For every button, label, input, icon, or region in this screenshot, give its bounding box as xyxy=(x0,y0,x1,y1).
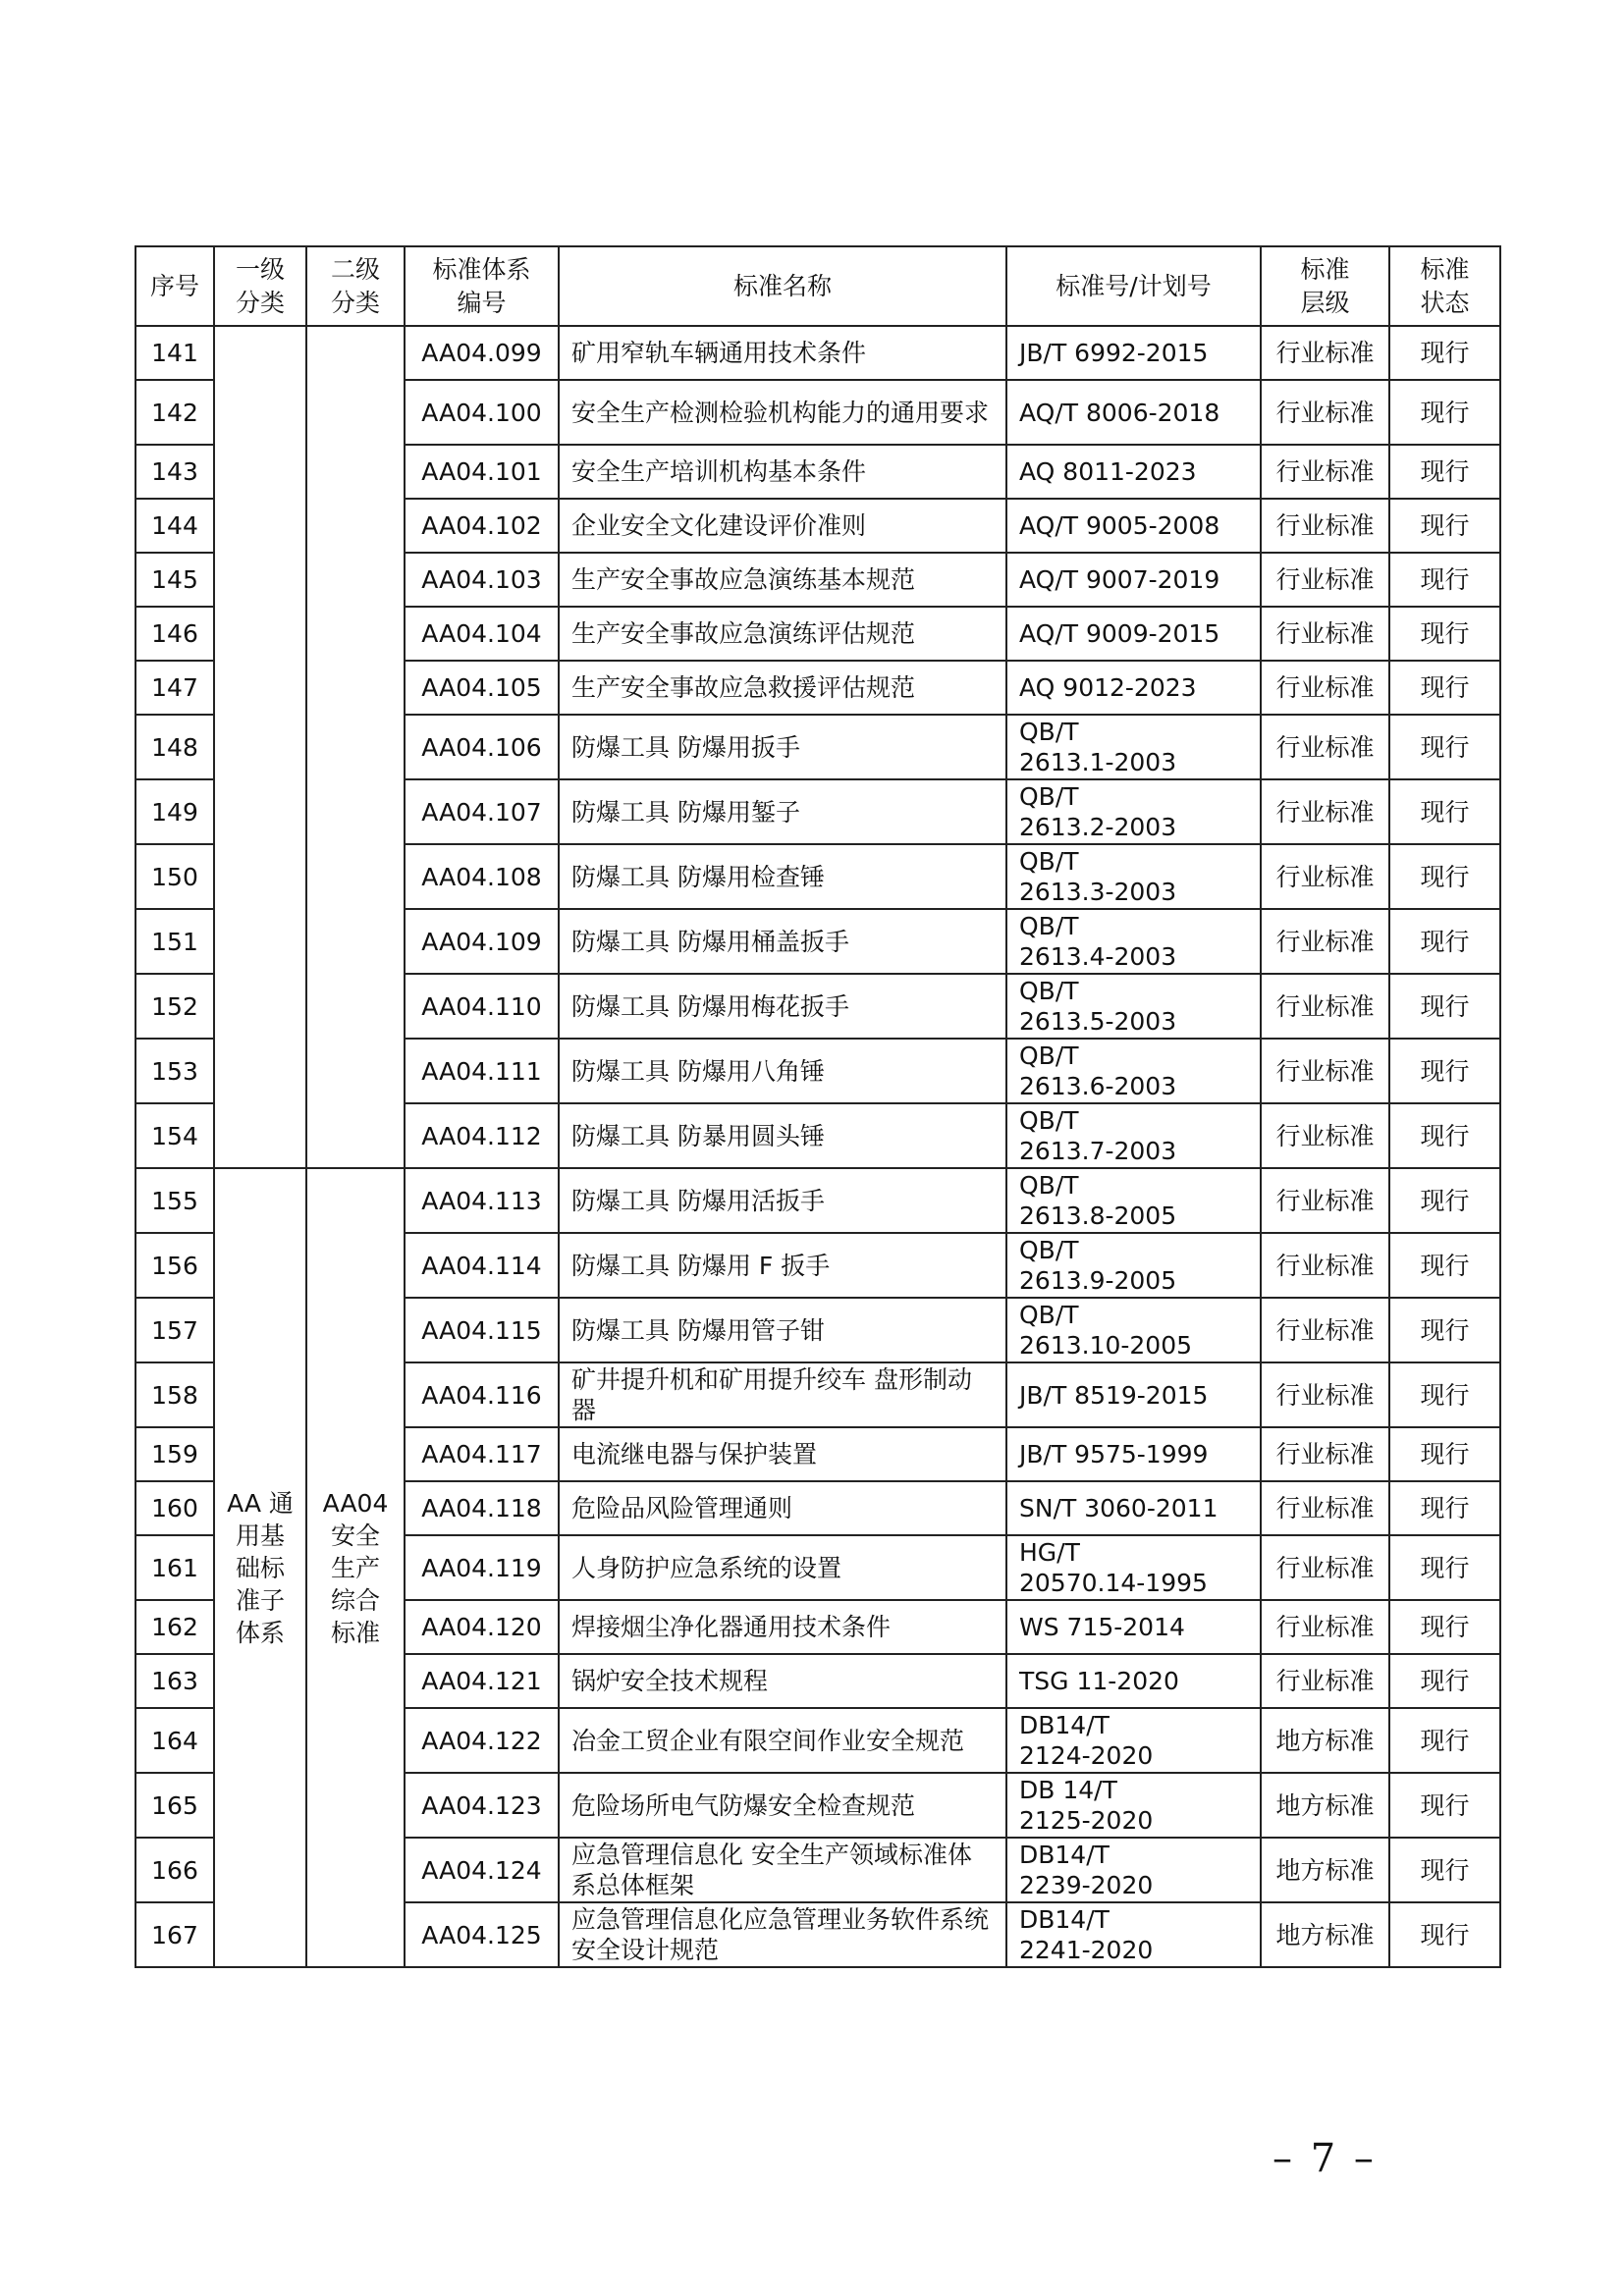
row-std-no: DB14/T 2239-2020 xyxy=(1006,1838,1261,1902)
row-seq: 152 xyxy=(135,974,214,1039)
header-name: 标准名称 xyxy=(559,246,1006,326)
row-name: 防爆工具 防爆用桶盖扳手 xyxy=(559,909,1006,974)
row-level: 行业标准 xyxy=(1261,909,1389,974)
row-status: 现行 xyxy=(1389,1708,1500,1773)
row-seq: 141 xyxy=(135,326,214,380)
row-code: AA04.105 xyxy=(405,661,559,715)
row-status: 现行 xyxy=(1389,1902,1500,1967)
row-level: 行业标准 xyxy=(1261,1654,1389,1708)
row-std-no: AQ/T 9007-2019 xyxy=(1006,553,1261,607)
header-level: 标准 层级 xyxy=(1261,246,1389,326)
row-std-no: QB/T 2613.4-2003 xyxy=(1006,909,1261,974)
row-seq: 144 xyxy=(135,499,214,553)
row-level: 行业标准 xyxy=(1261,1481,1389,1535)
row-seq: 155 xyxy=(135,1168,214,1233)
row-level: 行业标准 xyxy=(1261,779,1389,844)
row-seq: 158 xyxy=(135,1362,214,1427)
standards-table xyxy=(135,245,1501,1968)
row-level: 行业标准 xyxy=(1261,974,1389,1039)
row-name: 危险品风险管理通则 xyxy=(559,1481,1006,1535)
row-name: 冶金工贸企业有限空间作业安全规范 xyxy=(559,1708,1006,1773)
row-name: 防爆工具 防爆用活扳手 xyxy=(559,1168,1006,1233)
row-std-no: JB/T 9575-1999 xyxy=(1006,1427,1261,1481)
table-row xyxy=(135,1168,1500,1233)
cat2-cell: AA04 安全 生产 综合 标准 xyxy=(306,1168,405,1967)
row-seq: 167 xyxy=(135,1902,214,1967)
row-name: 防爆工具 防爆用梅花扳手 xyxy=(559,974,1006,1039)
row-status: 现行 xyxy=(1389,1427,1500,1481)
row-seq: 150 xyxy=(135,844,214,909)
row-std-no: QB/T 2613.3-2003 xyxy=(1006,844,1261,909)
row-code: AA04.109 xyxy=(405,909,559,974)
row-seq: 149 xyxy=(135,779,214,844)
row-std-no: AQ 8011-2023 xyxy=(1006,445,1261,499)
row-status: 现行 xyxy=(1389,1481,1500,1535)
row-code: AA04.104 xyxy=(405,607,559,661)
row-status: 现行 xyxy=(1389,1298,1500,1362)
row-status: 现行 xyxy=(1389,1233,1500,1298)
row-name: 防爆工具 防爆用扳手 xyxy=(559,715,1006,779)
row-std-no: SN/T 3060-2011 xyxy=(1006,1481,1261,1535)
row-std-no: AQ 9012-2023 xyxy=(1006,661,1261,715)
row-std-no: DB14/T 2124-2020 xyxy=(1006,1708,1261,1773)
row-seq: 159 xyxy=(135,1427,214,1481)
row-seq: 164 xyxy=(135,1708,214,1773)
row-name: 矿井提升机和矿用提升绞车 盘形制动器 xyxy=(559,1362,1006,1427)
row-level: 行业标准 xyxy=(1261,1362,1389,1427)
row-level: 行业标准 xyxy=(1261,1168,1389,1233)
row-status: 现行 xyxy=(1389,445,1500,499)
row-std-no: QB/T 2613.1-2003 xyxy=(1006,715,1261,779)
row-seq: 145 xyxy=(135,553,214,607)
row-status: 现行 xyxy=(1389,1039,1500,1103)
row-std-no: TSG 11-2020 xyxy=(1006,1654,1261,1708)
table-row xyxy=(135,326,1500,380)
row-status: 现行 xyxy=(1389,1600,1500,1654)
row-code: AA04.112 xyxy=(405,1103,559,1168)
table-header xyxy=(135,246,1500,326)
row-std-no: JB/T 6992-2015 xyxy=(1006,326,1261,380)
row-name: 防爆工具 防爆用管子钳 xyxy=(559,1298,1006,1362)
row-name: 矿用窄轨车辆通用技术条件 xyxy=(559,326,1006,380)
row-name: 安全生产培训机构基本条件 xyxy=(559,445,1006,499)
row-code: AA04.111 xyxy=(405,1039,559,1103)
row-name: 防爆工具 防爆用錾子 xyxy=(559,779,1006,844)
row-name: 防爆工具 防爆用检查锤 xyxy=(559,844,1006,909)
header-cat2: 二级 分类 xyxy=(306,246,405,326)
row-seq: 161 xyxy=(135,1535,214,1600)
row-code: AA04.108 xyxy=(405,844,559,909)
row-std-no: AQ/T 9009-2015 xyxy=(1006,607,1261,661)
row-level: 行业标准 xyxy=(1261,499,1389,553)
row-level: 地方标准 xyxy=(1261,1838,1389,1902)
row-code: AA04.114 xyxy=(405,1233,559,1298)
row-status: 现行 xyxy=(1389,974,1500,1039)
row-name: 人身防护应急系统的设置 xyxy=(559,1535,1006,1600)
row-seq: 154 xyxy=(135,1103,214,1168)
row-code: AA04.099 xyxy=(405,326,559,380)
row-level: 地方标准 xyxy=(1261,1773,1389,1838)
row-name: 防爆工具 防爆用八角锤 xyxy=(559,1039,1006,1103)
cat1-cell-blank xyxy=(214,326,306,1168)
row-status: 现行 xyxy=(1389,1103,1500,1168)
row-code: AA04.116 xyxy=(405,1362,559,1427)
cat1-cell: AA 通 用基 础标 准子 体系 xyxy=(214,1168,306,1967)
header-seq: 序号 xyxy=(135,246,214,326)
row-level: 行业标准 xyxy=(1261,1039,1389,1103)
row-std-no: QB/T 2613.7-2003 xyxy=(1006,1103,1261,1168)
row-code: AA04.103 xyxy=(405,553,559,607)
row-status: 现行 xyxy=(1389,553,1500,607)
row-status: 现行 xyxy=(1389,1773,1500,1838)
row-std-no: QB/T 2613.6-2003 xyxy=(1006,1039,1261,1103)
row-seq: 156 xyxy=(135,1233,214,1298)
row-status: 现行 xyxy=(1389,909,1500,974)
row-level: 行业标准 xyxy=(1261,1535,1389,1600)
row-seq: 151 xyxy=(135,909,214,974)
row-code: AA04.125 xyxy=(405,1902,559,1967)
row-name: 生产安全事故应急救援评估规范 xyxy=(559,661,1006,715)
row-name: 防爆工具 防爆用 F 扳手 xyxy=(559,1233,1006,1298)
row-seq: 148 xyxy=(135,715,214,779)
row-code: AA04.106 xyxy=(405,715,559,779)
row-level: 行业标准 xyxy=(1261,1233,1389,1298)
row-level: 地方标准 xyxy=(1261,1902,1389,1967)
row-level: 行业标准 xyxy=(1261,445,1389,499)
row-name: 生产安全事故应急演练基本规范 xyxy=(559,553,1006,607)
row-seq: 162 xyxy=(135,1600,214,1654)
row-name: 焊接烟尘净化器通用技术条件 xyxy=(559,1600,1006,1654)
row-std-no: AQ/T 8006-2018 xyxy=(1006,380,1261,445)
row-std-no: WS 715-2014 xyxy=(1006,1600,1261,1654)
row-level: 行业标准 xyxy=(1261,1427,1389,1481)
row-level: 行业标准 xyxy=(1261,607,1389,661)
row-code: AA04.120 xyxy=(405,1600,559,1654)
row-status: 现行 xyxy=(1389,779,1500,844)
row-std-no: QB/T 2613.5-2003 xyxy=(1006,974,1261,1039)
row-seq: 163 xyxy=(135,1654,214,1708)
row-level: 行业标准 xyxy=(1261,553,1389,607)
row-seq: 165 xyxy=(135,1773,214,1838)
cat2-cell-blank xyxy=(306,326,405,1168)
row-name: 应急管理信息化 安全生产领域标准体系总体框架 xyxy=(559,1838,1006,1902)
row-name: 锅炉安全技术规程 xyxy=(559,1654,1006,1708)
page-number: – 7 – xyxy=(1272,2136,1377,2181)
row-level: 行业标准 xyxy=(1261,326,1389,380)
row-name: 安全生产检测检验机构能力的通用要求 xyxy=(559,380,1006,445)
row-std-no: JB/T 8519-2015 xyxy=(1006,1362,1261,1427)
row-name: 电流继电器与保护装置 xyxy=(559,1427,1006,1481)
row-level: 行业标准 xyxy=(1261,380,1389,445)
row-code: AA04.121 xyxy=(405,1654,559,1708)
row-std-no: QB/T 2613.9-2005 xyxy=(1006,1233,1261,1298)
row-status: 现行 xyxy=(1389,844,1500,909)
row-seq: 166 xyxy=(135,1838,214,1902)
row-code: AA04.117 xyxy=(405,1427,559,1481)
row-code: AA04.101 xyxy=(405,445,559,499)
row-code: AA04.123 xyxy=(405,1773,559,1838)
row-level: 行业标准 xyxy=(1261,661,1389,715)
row-seq: 143 xyxy=(135,445,214,499)
row-code: AA04.113 xyxy=(405,1168,559,1233)
row-status: 现行 xyxy=(1389,380,1500,445)
row-code: AA04.107 xyxy=(405,779,559,844)
row-code: AA04.102 xyxy=(405,499,559,553)
row-std-no: QB/T 2613.8-2005 xyxy=(1006,1168,1261,1233)
row-seq: 146 xyxy=(135,607,214,661)
row-status: 现行 xyxy=(1389,326,1500,380)
row-std-no: HG/T 20570.14-1995 xyxy=(1006,1535,1261,1600)
header-code: 标准体系 编号 xyxy=(405,246,559,326)
row-code: AA04.119 xyxy=(405,1535,559,1600)
row-status: 现行 xyxy=(1389,1838,1500,1902)
row-std-no: AQ/T 9005-2008 xyxy=(1006,499,1261,553)
row-code: AA04.110 xyxy=(405,974,559,1039)
row-level: 行业标准 xyxy=(1261,844,1389,909)
row-status: 现行 xyxy=(1389,1654,1500,1708)
row-seq: 153 xyxy=(135,1039,214,1103)
row-status: 现行 xyxy=(1389,1168,1500,1233)
row-std-no: DB 14/T 2125-2020 xyxy=(1006,1773,1261,1838)
row-std-no: DB14/T 2241-2020 xyxy=(1006,1902,1261,1967)
row-code: AA04.118 xyxy=(405,1481,559,1535)
row-status: 现行 xyxy=(1389,661,1500,715)
row-status: 现行 xyxy=(1389,499,1500,553)
row-name: 应急管理信息化应急管理业务软件系统安全设计规范 xyxy=(559,1902,1006,1967)
row-name: 危险场所电气防爆安全检查规范 xyxy=(559,1773,1006,1838)
row-seq: 142 xyxy=(135,380,214,445)
header-std-no: 标准号/计划号 xyxy=(1006,246,1261,326)
row-status: 现行 xyxy=(1389,715,1500,779)
row-code: AA04.115 xyxy=(405,1298,559,1362)
row-level: 行业标准 xyxy=(1261,1600,1389,1654)
row-std-no: QB/T 2613.10-2005 xyxy=(1006,1298,1261,1362)
header-status: 标准 状态 xyxy=(1389,246,1500,326)
row-name: 企业安全文化建设评价准则 xyxy=(559,499,1006,553)
row-level: 地方标准 xyxy=(1261,1708,1389,1773)
row-seq: 147 xyxy=(135,661,214,715)
row-name: 生产安全事故应急演练评估规范 xyxy=(559,607,1006,661)
row-name: 防爆工具 防暴用圆头锤 xyxy=(559,1103,1006,1168)
row-level: 行业标准 xyxy=(1261,715,1389,779)
row-level: 行业标准 xyxy=(1261,1103,1389,1168)
row-seq: 160 xyxy=(135,1481,214,1535)
header-row xyxy=(135,246,1500,326)
row-std-no: QB/T 2613.2-2003 xyxy=(1006,779,1261,844)
row-status: 现行 xyxy=(1389,1362,1500,1427)
row-code: AA04.100 xyxy=(405,380,559,445)
row-code: AA04.124 xyxy=(405,1838,559,1902)
header-cat1: 一级 分类 xyxy=(214,246,306,326)
table-body xyxy=(135,326,1500,1967)
row-code: AA04.122 xyxy=(405,1708,559,1773)
row-seq: 157 xyxy=(135,1298,214,1362)
row-status: 现行 xyxy=(1389,1535,1500,1600)
row-status: 现行 xyxy=(1389,607,1500,661)
row-level: 行业标准 xyxy=(1261,1298,1389,1362)
